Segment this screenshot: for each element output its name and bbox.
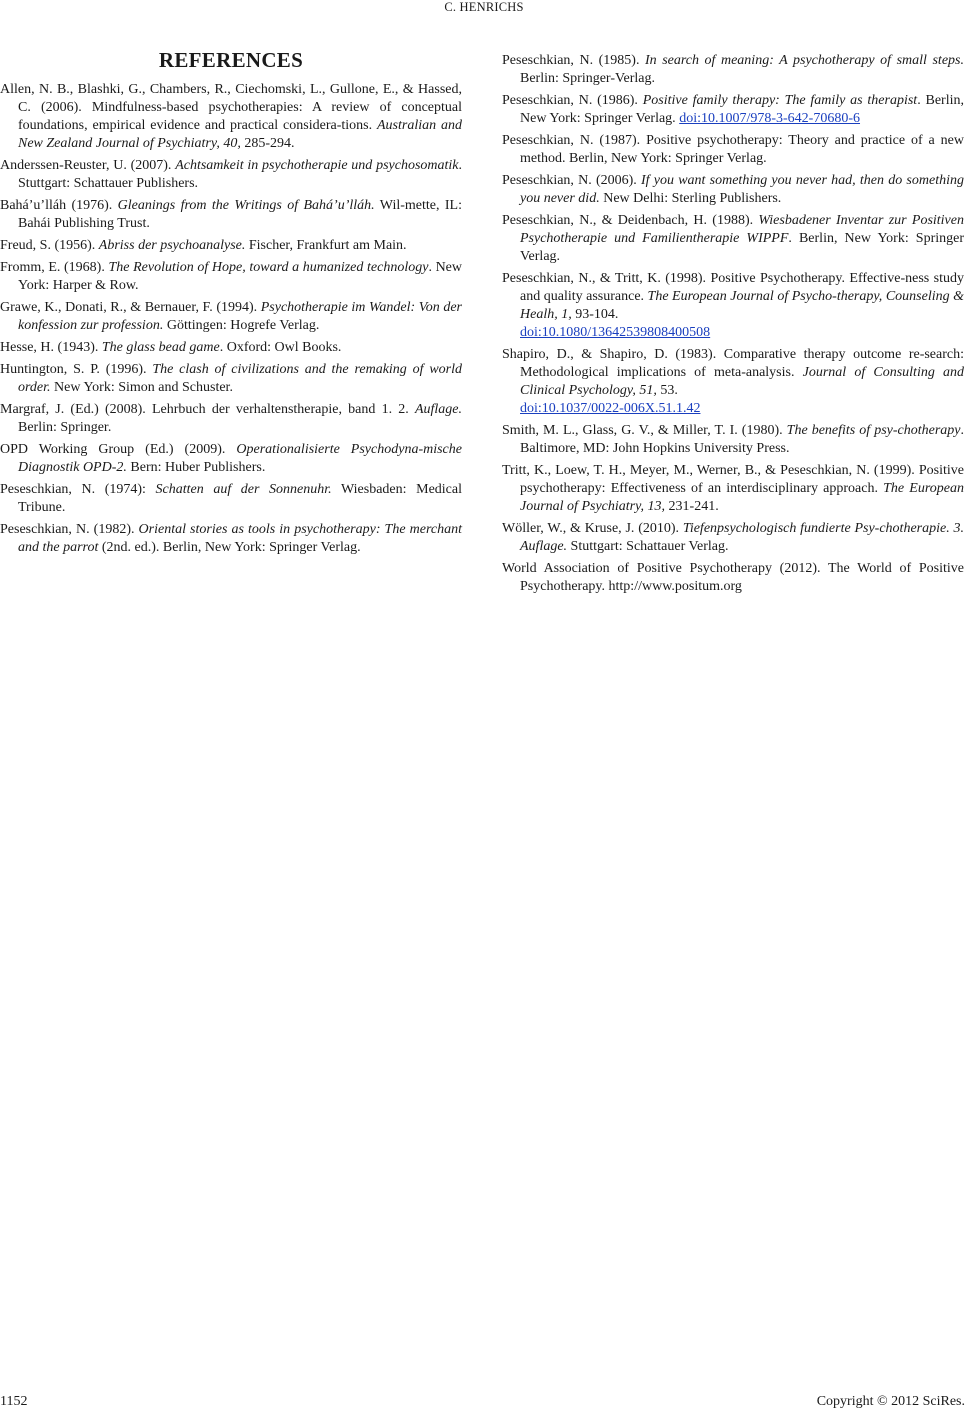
page-number: 1152	[0, 1394, 28, 1409]
reference-title: If you want something you never had, then do something you never did.	[520, 173, 964, 206]
reference-text: Peseschkian, N. (1987). Positive psychotherapy: Theory and practice of a new method. Berlin, New York: Springer Verlag.	[502, 133, 964, 166]
reference-entry	[502, 462, 964, 516]
reference-text: Peseschkian, N., & Deidenbach, H. (1988).	[502, 213, 759, 228]
reference-entry	[0, 259, 462, 295]
reference-tail: . Baltimore, MD: John Hopkins University Press.	[520, 423, 964, 456]
left-column	[0, 48, 462, 561]
reference-tail: Berlin: Springer.	[18, 420, 112, 435]
reference-title: Auflage.	[414, 402, 462, 417]
reference-title: Journal of Consulting and Clinical Psychology, 51,	[520, 365, 964, 398]
reference-text: Freud, S. (1956).	[0, 238, 99, 253]
reference-entry	[0, 521, 462, 557]
doi-link[interactable]: doi:10.1007/978-3-642-70680-6	[679, 111, 861, 126]
reference-text: World Association of Positive Psychotherapy (2012). The World of Positive Psychotherapy. http://www.positum.org	[502, 561, 964, 594]
reference-title: Schatten auf der Sonnenuhr.	[155, 482, 332, 497]
reference-title: Wiesbadener Inventar zur Positiven Psychotherapie und Familientherapie WIPPF	[520, 213, 964, 246]
reference-title: Tiefenpsychologisch fundierte Psy-chotherapie. 3. Auflage.	[520, 521, 965, 554]
reference-tail: Bern: Huber Publishers.	[126, 460, 266, 475]
reference-entry	[0, 481, 462, 517]
reference-title: The European Journal of Psycho-therapy, Counseling & Healh, 1,	[520, 289, 964, 322]
reference-title: The European Journal of Psychiatry, 13,	[520, 481, 964, 514]
reference-text: Margraf, J. (Ed.) (2008). Lehrbuch der verhaltenstherapie, band 1. 2.	[0, 402, 415, 417]
reference-tail: . Oxford: Owl Books.	[219, 340, 342, 355]
reference-text: Peseschkian, N. (1982).	[0, 522, 139, 537]
reference-entry	[502, 52, 964, 88]
reference-title: The benefits of psy-chotherapy	[786, 423, 961, 438]
reference-text: Peseschkian, N., & Tritt, K. (1998). Positive Psychotherapy. Effective-ness study and quality assurance.	[502, 271, 964, 304]
reference-text: Anderssen-Reuster, U. (2007).	[0, 158, 176, 173]
reference-text: Huntington, S. P. (1996).	[0, 362, 153, 377]
reference-entry	[0, 401, 462, 437]
reference-tail: Wil-mette, IL: Bahái Publishing Trust.	[18, 198, 462, 231]
reference-entry	[502, 172, 964, 208]
doi-link[interactable]: doi:10.1037/0022-006X.51.1.42	[520, 401, 701, 416]
reference-title: The glass bead game	[101, 340, 220, 355]
reference-tail: Göttingen: Hogrefe Verlag.	[163, 318, 320, 333]
reference-text: Fromm, E. (1968).	[0, 260, 109, 275]
reference-entry	[0, 237, 462, 255]
reference-entry	[0, 299, 462, 335]
reference-text: Peseschkian, N. (2006).	[502, 173, 642, 188]
reference-text: Wöller, W., & Kruse, J. (2010).	[502, 521, 683, 536]
reference-title: Oriental stories as tools in psychotherapy: The merchant and the parrot	[18, 522, 462, 555]
reference-entry	[0, 441, 462, 477]
reference-list-left	[0, 81, 462, 557]
reference-tail: (2nd. ed.). Berlin, New York: Springer Verlag.	[98, 540, 361, 555]
reference-entry	[502, 560, 964, 596]
reference-entry	[0, 361, 462, 397]
reference-text: Tritt, K., Loew, T. H., Meyer, M., Werner, B., & Peseschkian, N. (1999). Positive psychotherapy: Effectiveness of an interdisciplinary approach.	[502, 463, 964, 496]
reference-title: The Revolution of Hope, toward a humanized technology	[108, 260, 429, 275]
reference-text: Shapiro, D., & Shapiro, D. (1983). Comparative therapy outcome re-search: Methodological implications of meta-analysis.	[502, 347, 964, 380]
reference-tail: . Berlin, New York: Springer Verlag.	[520, 231, 965, 264]
reference-title: Achtsamkeit in psychotherapie und psychosomatik	[175, 158, 459, 173]
reference-entry	[0, 339, 462, 357]
reference-entry	[502, 346, 964, 418]
reference-tail: 231-241.	[665, 499, 719, 514]
reference-text: Grawe, K., Donati, R., & Bernauer, F. (1994).	[0, 300, 261, 315]
reference-entry	[502, 270, 964, 342]
reference-tail: 53.	[656, 383, 678, 398]
reference-title: Positive family therapy: The family as therapist	[642, 93, 918, 108]
reference-text: Peseschkian, N. (1985).	[502, 53, 645, 68]
reference-text: Smith, M. L., Glass, G. V., & Miller, T. I. (1980).	[502, 423, 787, 438]
reference-title: Australian and New Zealand Journal of Psychiatry, 40,	[18, 118, 462, 151]
reference-tail: New Delhi: Sterling Publishers.	[599, 191, 782, 206]
right-column	[502, 52, 964, 600]
reference-text: Hesse, H. (1943).	[0, 340, 102, 355]
reference-title: Psychotherapie im Wandel: Von der konfession zur profession.	[18, 300, 462, 333]
reference-title: In search of meaning: A psychotherapy of small steps.	[645, 53, 964, 68]
reference-text: Bahá’u’lláh (1976).	[0, 198, 118, 213]
reference-entry	[502, 212, 964, 266]
reference-entry	[502, 92, 964, 128]
reference-entry	[502, 422, 964, 458]
reference-text: Peseschkian, N. (1986).	[502, 93, 643, 108]
reference-tail: 93-104.	[571, 307, 619, 322]
doi-link[interactable]: doi:10.1080/13642539808400508	[520, 325, 711, 340]
reference-entry	[502, 520, 964, 556]
reference-title: Abriss der psychoanalyse.	[98, 238, 246, 253]
reference-entry	[0, 197, 462, 233]
reference-tail: . New York: Harper & Row.	[18, 260, 463, 293]
reference-tail: Stuttgart: Schattauer Verlag.	[567, 539, 729, 554]
copyright-notice: Copyright © 2012 SciRes.	[816, 1394, 965, 1409]
reference-entry	[502, 132, 964, 168]
reference-text: Peseschkian, N. (1974):	[0, 482, 156, 497]
reference-tail: New York: Simon and Schuster.	[50, 380, 233, 395]
reference-tail: Fischer, Frankfurt am Main.	[245, 238, 407, 253]
reference-entry	[0, 81, 462, 153]
reference-tail: . Berlin, New York: Springer Verlag.	[520, 93, 964, 126]
reference-title: Gleanings from the Writings of Bahá’u’lláh.	[117, 198, 375, 213]
references-heading: REFERENCES	[158, 48, 304, 72]
reference-text: OPD Working Group (Ed.) (2009).	[0, 442, 237, 457]
reference-entry	[0, 157, 462, 193]
reference-tail: Berlin: Springer-Verlag.	[520, 71, 656, 86]
reference-title: Operationalisierte Psychodyna-mische Diagnostik OPD-2.	[18, 442, 462, 475]
reference-title: The clash of civilizations and the remaking of world order.	[18, 362, 462, 395]
reference-text: Allen, N. B., Blashki, G., Chambers, R., Ciechomski, L., Gullone, E., & Hassed, C. (2006). Mindfulness-based psychotherapies: A review of conceptual foundations, empirical evidence and practical considera-tions.	[0, 82, 462, 133]
running-head: C. HENRICHS	[444, 0, 524, 14]
reference-list-right	[502, 52, 964, 596]
reference-tail: . Stuttgart: Schattauer Publishers.	[18, 158, 462, 191]
reference-tail: Wiesbaden: Medical Tribune.	[18, 482, 462, 515]
reference-tail: 285-294.	[240, 136, 295, 151]
